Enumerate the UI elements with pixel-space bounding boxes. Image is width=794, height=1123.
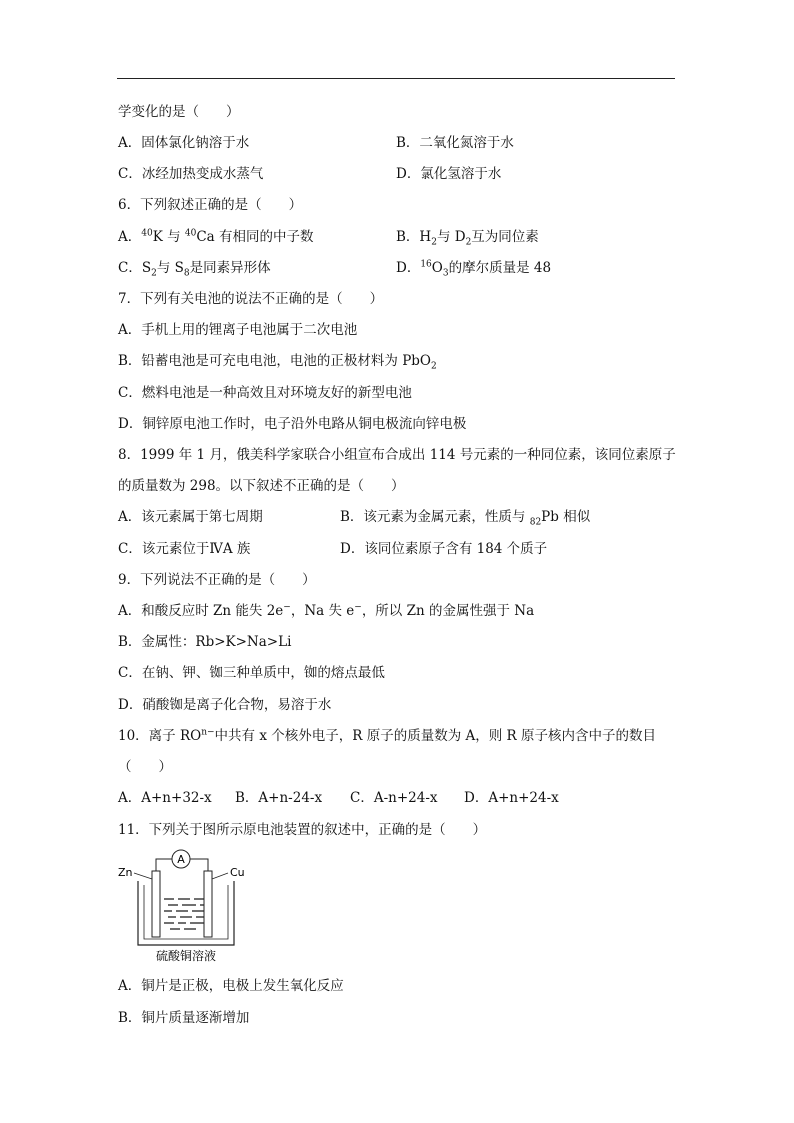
q7-stem: 7．下列有关电池的说法不正确的是（ ） [118, 291, 384, 307]
q8-stem-line1: 8．1999 年 1 月，俄美科学家联合小组宣布合成出 114 号元素的一种同位素，该同位素原子 [118, 447, 676, 463]
solution-caption: 硫酸铜溶液 [155, 949, 217, 963]
q11-option-b: B．铜片质量逐渐增加 [118, 1010, 250, 1026]
zn-pointer [134, 873, 152, 879]
galvanic-cell-diagram [116, 849, 256, 965]
copper-electrode [204, 871, 212, 937]
q10-option-b: B．A+n-24-x [235, 790, 323, 806]
q8-option-c: C．该元素位于ⅣA 族 [118, 541, 251, 557]
q5-option-a: A．固体氯化钠溶于水 [118, 135, 250, 151]
q9-stem: 9．下列说法不正确的是（ ） [118, 572, 316, 588]
cu-pointer [212, 873, 228, 879]
zinc-electrode [152, 871, 160, 937]
q10-option-c: C．A-n+24-x [350, 790, 438, 806]
q11-stem: 11．下列关于图所示原电池装置的叙述中，正确的是（ ） [118, 822, 487, 838]
q9-option-b: B．金属性：Rb>K>Na>Li [118, 634, 292, 650]
cu-label: Cu [230, 866, 245, 879]
ammeter-label: A [177, 853, 185, 866]
q10-stem-line2: （ ） [118, 759, 172, 775]
q10-stem-line1: 10．离子 $RO^{n-}$中共有 x 个核外电子，R 原子的质量数为 A，则 R 原子核内含中子的数目 [118, 727, 656, 744]
q7-option-d: D．铜锌原电池工作时，电子沿外电路从铜电极流向锌电极 [118, 416, 467, 432]
q9-option-d: D．硝酸铷是离子化合物，易溶于水 [118, 697, 332, 713]
q8-option-a: A．该元素属于第七周期 [118, 509, 263, 525]
q8-option-d: D．该同位素原子含有 184 个质子 [340, 541, 548, 557]
q5-option-d: D．氯化氢溶于水 [396, 166, 502, 182]
q7-option-c: C．燃料电池是一种高效且对环境友好的新型电池 [118, 385, 412, 401]
q11-option-a: A．铜片是正极，电极上发生氧化反应 [118, 978, 344, 994]
q5-option-b: B．二氧化氮溶于水 [396, 135, 514, 151]
q5-stem: 学变化的是（ ） [118, 104, 240, 120]
q6-option-d: D．$^{16}O_3$的摩尔质量是 48 [396, 259, 552, 279]
zn-label: Zn [118, 866, 133, 879]
q9-option-c: C．在钠、钾、铷三种单质中，铷的熔点最低 [118, 665, 385, 681]
header-rule [117, 78, 675, 79]
q10-option-a: A．A+n+32-x [118, 790, 212, 806]
q8-option-b: B．该元素为金属元素，性质与 $_{82}$Pb 相似 [340, 509, 591, 528]
q7-option-b: B．铅蓄电池是可充电电池，电池的正极材料为 PbO$_2$ [118, 353, 437, 372]
q8-stem-line2: 的质量数为 298。以下叙述不正确的是（ ） [118, 478, 405, 494]
q6-option-a: A．$^{40}$K 与 $^{40}$Ca 有相同的中子数 [118, 228, 314, 245]
solution-dashes [164, 899, 206, 929]
q9-option-a: A．和酸反应时 Zn 能失 2e−，Na 失 e−，所以 Zn 的金属性强于 Na [118, 602, 535, 619]
q7-option-a: A．手机上用的锂离子电池属于二次电池 [118, 322, 358, 338]
q10-option-d: D．A+n+24-x [464, 790, 559, 806]
q5-option-c: C．冰经加热变成水蒸气 [118, 166, 264, 182]
q6-stem: 6．下列叙述正确的是（ ） [118, 197, 303, 213]
q6-option-b: B．$H_2$与 $D_2$互为同位素 [396, 229, 539, 248]
q6-option-c: C．$S_2$与 $S_8$是同素异形体 [118, 260, 271, 279]
